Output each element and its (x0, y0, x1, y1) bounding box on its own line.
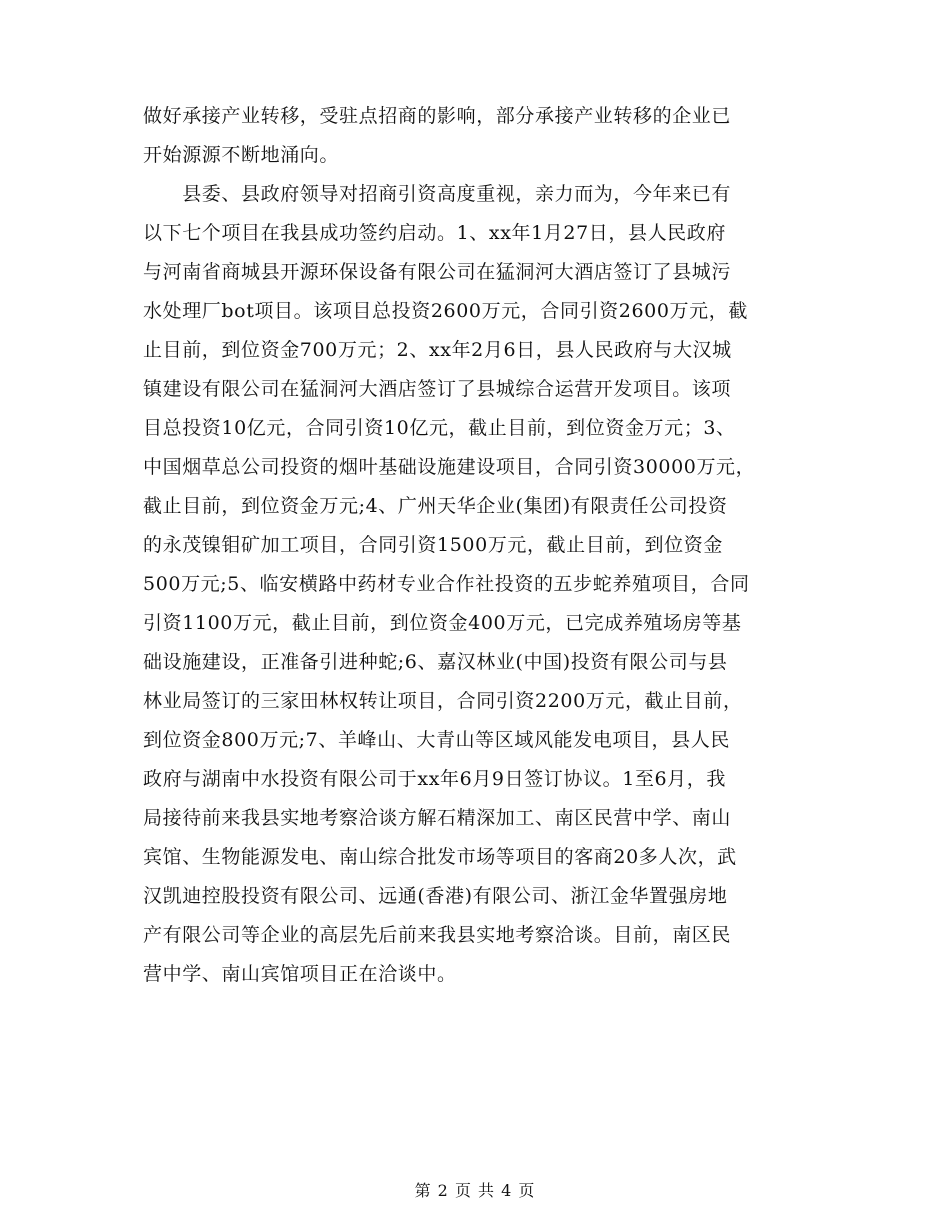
text-line: 宾馆、生物能源发电、南山综合批发市场等项目的客商20多人次，武 (143, 846, 737, 868)
text-line: 止目前，到位资金700万元；2、xx年2月6日，县人民政府与大汉城 (143, 339, 732, 361)
text-line: 政府与湖南中水投资有限公司于xx年6月9日签订协议。1至6月，我 (143, 768, 726, 790)
text-line: 水处理厂bot项目。该项目总投资2600万元，合同引资2600万元，截 (143, 300, 748, 322)
text-line: 以下七个项目在我县成功签约启动。1、xx年1月27日，县人民政府 (143, 222, 726, 244)
text-line: 做好承接产业转移，受驻点招商的影响，部分承接产业转移的企业已 (143, 105, 732, 127)
page-number-footer: 第 2 页 共 4 页 (414, 1181, 536, 1200)
text-line: 营中学、南山宾馆项目正在洽谈中。 (143, 963, 457, 985)
text-line: 目总投资10亿元，合同引资10亿元，截止目前，到位资金万元；3、 (143, 417, 736, 439)
text-line: 局接待前来我县实地考察洽谈方解石精深加工、南区民营中学、南山 (143, 807, 732, 829)
text-line: 500万元;5、临安横路中药材专业合作社投资的五步蛇养殖项目，合同 (143, 573, 750, 595)
body-text (143, 97, 813, 994)
text-line: 县委、县政府领导对招商引资高度重视，亲力而为，今年来已有 (143, 183, 732, 205)
text-line: 础设施建设，正准备引进种蛇;6、嘉汉林业(中国)投资有限公司与县 (143, 651, 728, 673)
text-line: 与河南省商城县开源环保设备有限公司在猛洞河大酒店签订了县城污 (143, 261, 732, 283)
text-line: 截止目前，到位资金万元;4、广州天华企业(集团)有限责任公司投资 (143, 495, 728, 517)
text-line: 中国烟草总公司投资的烟叶基础设施建设项目，合同引资30000万元， (143, 456, 756, 478)
text-line: 引资1100万元，截止目前，到位资金400万元，已完成养殖场房等基 (143, 612, 742, 634)
text-line: 镇建设有限公司在猛洞河大酒店签订了县城综合运营开发项目。该项 (143, 378, 732, 400)
text-line: 产有限公司等企业的高层先后前来我县实地考察洽谈。目前，南区民 (143, 924, 732, 946)
text-line: 到位资金800万元;7、羊峰山、大青山等区域风能发电项目，县人民 (143, 729, 730, 751)
text-line: 林业局签订的三家田林权转让项目，合同引资2200万元，截止目前， (143, 690, 743, 712)
text-line: 的永茂镍钼矿加工项目，合同引资1500万元，截止目前，到位资金 (143, 534, 723, 556)
text-line: 汉凯迪控股投资有限公司、远通(香港)有限公司、浙江金华置强房地 (143, 885, 728, 907)
text-line: 开始源源不断地涌向。 (143, 144, 340, 166)
